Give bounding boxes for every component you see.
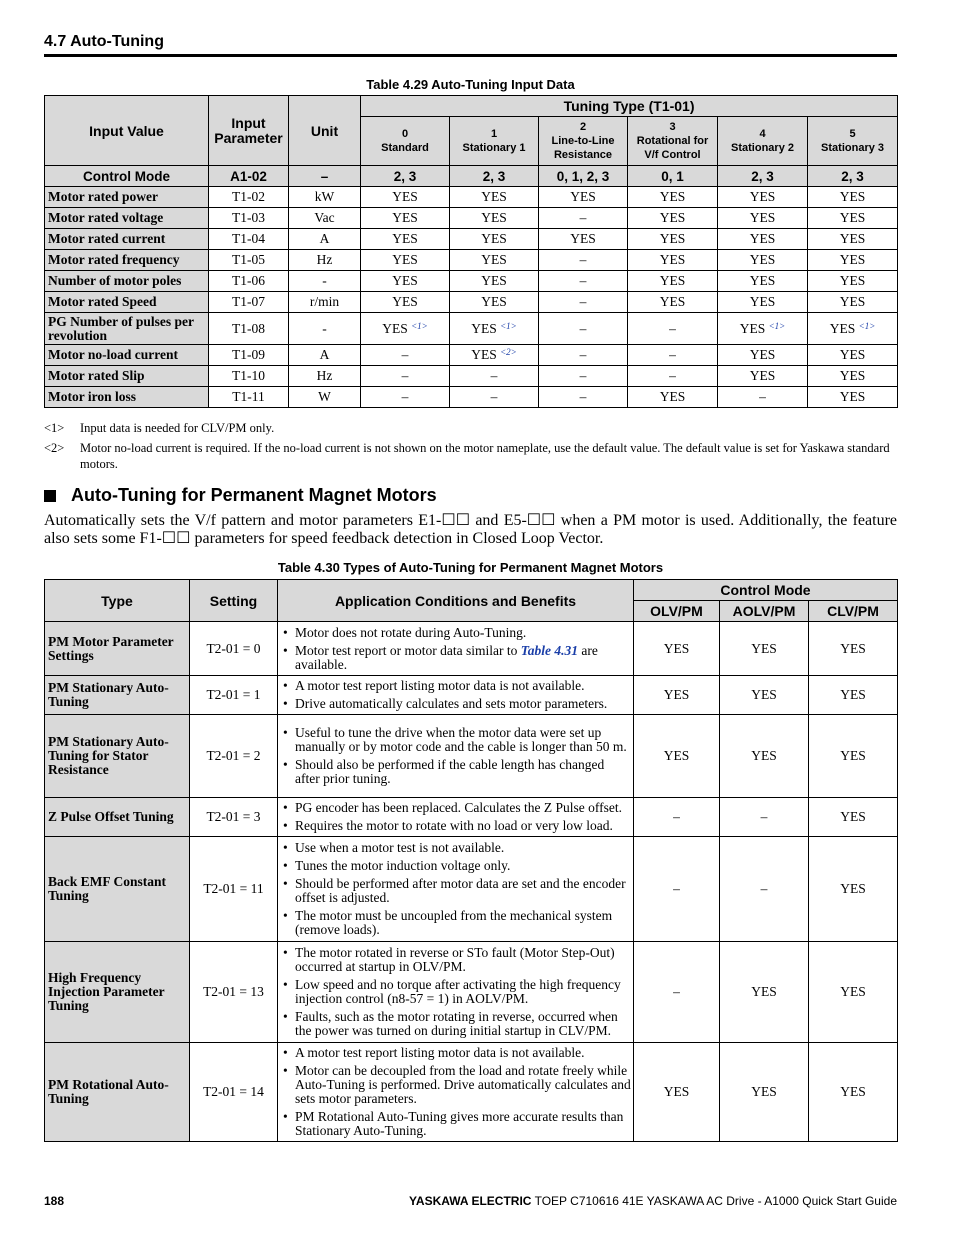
- bullet-item: • Should also be performed if the cable length has changed after prior tuning.: [282, 758, 631, 786]
- unit-cell: Hz: [289, 250, 361, 271]
- value-cell: –: [539, 271, 628, 292]
- footnote-ref[interactable]: <1>: [411, 320, 428, 331]
- value-cell: YES: [628, 229, 718, 250]
- row-label: PM Stationary Auto-Tuning: [45, 676, 190, 715]
- table-row: [45, 366, 898, 387]
- unit-cell: Hz: [289, 366, 361, 387]
- mode-cell: YES: [634, 676, 720, 715]
- row-label: Motor rated frequency: [45, 250, 209, 271]
- value-cell: YES: [450, 229, 539, 250]
- conditions-cell: [278, 942, 634, 1043]
- value-cell: –: [628, 313, 718, 345]
- conditions-cell: [278, 715, 634, 798]
- mode-cell: YES: [720, 715, 809, 798]
- table-cell: 2, 3: [718, 166, 808, 187]
- value-cell: –: [539, 313, 628, 345]
- row-label: Motor rated voltage: [45, 208, 209, 229]
- value-cell: YES: [361, 208, 450, 229]
- unit-cell: kW: [289, 187, 361, 208]
- param-cell: T1-07: [209, 292, 289, 313]
- table-reference-link[interactable]: Table 4.31: [520, 642, 578, 658]
- mode-cell: YES: [809, 1043, 898, 1142]
- row-label: Number of motor poles: [45, 271, 209, 292]
- table-row: [45, 229, 898, 250]
- tuning-type-header: 1 Stationary 1: [450, 117, 539, 166]
- bullet-item: • Use when a motor test is not available.: [282, 841, 631, 855]
- bullet-item: • PM Rotational Auto-Tuning gives more accurate results than Stationary Auto-Tuning.: [282, 1110, 631, 1138]
- value-cell: YES: [628, 387, 718, 408]
- bullet-item: • Low speed and no torque after activating the high frequency injection control (n8-57 = 1) in AOLV/PM.: [282, 978, 631, 1006]
- conditions-cell: [278, 622, 634, 676]
- mode-cell: YES: [809, 676, 898, 715]
- bullet-item: • Drive automatically calculates and sets motor parameters.: [282, 697, 631, 711]
- row-label: PG Number of pulses per revolution: [45, 313, 209, 345]
- mode-cell: YES: [720, 676, 809, 715]
- param-cell: T1-08: [209, 313, 289, 345]
- row-label: Back EMF Constant Tuning: [45, 837, 190, 942]
- mode-cell: YES: [634, 1043, 720, 1142]
- header-mode: CLV/PM: [809, 601, 898, 622]
- table-cell: A1-02: [209, 166, 289, 187]
- table-cell: 0, 1: [628, 166, 718, 187]
- row-label: Motor rated Slip: [45, 366, 209, 387]
- table-row: [45, 798, 898, 837]
- header-control-mode: Control Mode: [634, 580, 898, 601]
- conditions-cell: [278, 837, 634, 942]
- pm-auto-tuning-types-table: [44, 579, 898, 1142]
- header-tuning-type: Tuning Type (T1-01): [361, 96, 898, 117]
- mode-cell: –: [634, 837, 720, 942]
- bullet-item: • Useful to tune the drive when the motor data were set up manually or by motor code and the cable is longer than 50 m.: [282, 726, 631, 754]
- value-cell: YES: [718, 292, 808, 313]
- value-cell: YES: [808, 366, 898, 387]
- setting-cell: T2-01 = 2: [190, 715, 278, 798]
- value-cell: YES: [361, 250, 450, 271]
- table-row: [45, 292, 898, 313]
- bullet-item: • The motor must be uncoupled from the mechanical system (remove loads).: [282, 909, 631, 937]
- table-row: [45, 387, 898, 408]
- table-row: [45, 208, 898, 229]
- value-cell: YES: [808, 250, 898, 271]
- table-cell: 0, 1, 2, 3: [539, 166, 628, 187]
- header-mode: OLV/PM: [634, 601, 720, 622]
- value-cell: YES: [808, 271, 898, 292]
- mode-cell: YES: [809, 798, 898, 837]
- value-cell: YES: [808, 387, 898, 408]
- value-cell: YES: [628, 208, 718, 229]
- unit-cell: -: [289, 271, 361, 292]
- value-cell: –: [361, 345, 450, 366]
- param-cell: T1-11: [209, 387, 289, 408]
- setting-cell: T2-01 = 3: [190, 798, 278, 837]
- footnote: <1> Input data is needed for CLV/PM only.: [44, 421, 275, 435]
- footnote-ref[interactable]: <1>: [858, 320, 876, 331]
- table-cell: 2, 3: [361, 166, 450, 187]
- value-cell: YES: [450, 292, 539, 313]
- value-cell: YES: [808, 208, 898, 229]
- value-cell: YES: [718, 271, 808, 292]
- bullet-item: • Faults, such as the motor rotating in reverse, occurred when the power was turned on during initial startup in CLV/PM.: [282, 1010, 631, 1038]
- footnote: <2> Motor no-load current is required. If the no-load current is not shown on the motor nameplate, use the default value. The default value is set for Yaskawa standard motors.: [44, 441, 890, 471]
- value-cell: –: [539, 387, 628, 408]
- value-cell: –: [539, 345, 628, 366]
- value-cell: YES: [718, 229, 808, 250]
- row-label: PM Rotational Auto-Tuning: [45, 1043, 190, 1142]
- row-label: Motor rated Speed: [45, 292, 209, 313]
- section-title: 4.7 Auto-Tuning: [44, 33, 164, 50]
- table-cell: 2, 3: [450, 166, 539, 187]
- row-label: Motor rated power: [45, 187, 209, 208]
- value-cell: YES: [450, 250, 539, 271]
- row-label: PM Stationary Auto-Tuning for Stator Resistance: [45, 715, 190, 798]
- mode-cell: YES: [809, 837, 898, 942]
- value-cell: YES: [628, 250, 718, 271]
- value-cell: YES: [808, 229, 898, 250]
- value-cell: YES: [361, 271, 450, 292]
- tuning-type-header: 5 Stationary 3: [808, 117, 898, 166]
- mode-cell: –: [720, 798, 809, 837]
- conditions-cell: [278, 1043, 634, 1142]
- value-cell: YES: [628, 271, 718, 292]
- value-cell: YES: [361, 187, 450, 208]
- param-cell: T1-03: [209, 208, 289, 229]
- tuning-type-header: 0 Standard: [361, 117, 450, 166]
- value-cell: YES $^{<1>}$: [718, 313, 808, 345]
- bullet-item: • Should be performed after motor data are set and the encoder offset is adjusted.: [282, 877, 631, 905]
- value-cell: –: [718, 387, 808, 408]
- value-cell: –: [539, 208, 628, 229]
- value-cell: –: [539, 250, 628, 271]
- control-mode-row: [45, 166, 898, 187]
- unit-cell: A: [289, 345, 361, 366]
- setting-cell: T2-01 = 0: [190, 622, 278, 676]
- row-label: Z Pulse Offset Tuning: [45, 798, 190, 837]
- value-cell: YES $^{<2>}$: [450, 345, 539, 366]
- mode-cell: YES: [809, 715, 898, 798]
- value-cell: –: [450, 366, 539, 387]
- footnote-ref[interactable]: <1>: [500, 320, 517, 331]
- header-mode: AOLV/PM: [720, 601, 809, 622]
- value-cell: YES: [450, 187, 539, 208]
- mode-cell: –: [720, 837, 809, 942]
- header-input-value: Input Value: [45, 96, 209, 166]
- value-cell: YES: [539, 229, 628, 250]
- value-cell: YES: [808, 187, 898, 208]
- mode-cell: YES: [634, 715, 720, 798]
- row-label: Motor no-load current: [45, 345, 209, 366]
- subsection-heading: Auto-Tuning for Permanent Magnet Motors: [44, 485, 437, 506]
- param-cell: T1-06: [209, 271, 289, 292]
- unit-cell: A: [289, 229, 361, 250]
- value-cell: –: [539, 366, 628, 387]
- unit-cell: Vac: [289, 208, 361, 229]
- param-cell: T1-02: [209, 187, 289, 208]
- bullet-item: • A motor test report listing motor data is not available.: [282, 679, 631, 693]
- conditions-cell: [278, 798, 634, 837]
- header-type: Type: [45, 580, 190, 622]
- unit-cell: -: [289, 313, 361, 345]
- square-bullet-icon: [44, 490, 56, 502]
- intro-paragraph: Automatically sets the V/f pattern and motor parameters E1-☐☐ and E5-☐☐ when a PM motor is used. Additionally, the feature also sets some F1-☐☐ parameters for speed feedback detection in Closed Loop Vector.: [44, 512, 897, 547]
- setting-cell: T2-01 = 13: [190, 942, 278, 1043]
- table-4-29-caption: Table 4.29 Auto-Tuning Input Data: [366, 77, 575, 92]
- table-row: [45, 715, 898, 798]
- header-input-parameter: Input Parameter: [209, 96, 289, 166]
- value-cell: YES: [628, 292, 718, 313]
- param-cell: T1-09: [209, 345, 289, 366]
- value-cell: YES $^{<1>}$: [450, 313, 539, 345]
- header-unit: Unit: [289, 96, 361, 166]
- bullet-item: • Motor does not rotate during Auto-Tuning.: [282, 626, 631, 640]
- value-cell: YES: [718, 187, 808, 208]
- table-row: [45, 837, 898, 942]
- mode-cell: YES: [634, 622, 720, 676]
- setting-cell: T2-01 = 14: [190, 1043, 278, 1142]
- bullet-item: • PG encoder has been replaced. Calculates the Z Pulse offset.: [282, 801, 631, 815]
- row-label: Motor rated current: [45, 229, 209, 250]
- header-setting: Setting: [190, 580, 278, 622]
- mode-cell: YES: [720, 942, 809, 1043]
- mode-cell: YES: [720, 622, 809, 676]
- bullet-item: • The motor rotated in reverse or STo fault (Motor Step-Out) occurred at startup in OLV/PM.: [282, 946, 631, 974]
- param-cell: T1-04: [209, 229, 289, 250]
- auto-tuning-input-data-table: [44, 95, 898, 408]
- table-row: [45, 676, 898, 715]
- value-cell: –: [361, 387, 450, 408]
- document-info: YASKAWA ELECTRIC TOEP C710616 41E YASKAWA AC Drive - A1000 Quick Start Guide: [409, 1194, 897, 1208]
- mode-cell: YES: [809, 622, 898, 676]
- value-cell: YES: [808, 345, 898, 366]
- section-header: [44, 33, 897, 57]
- bullet-item: • Motor can be decoupled from the load and rotate freely while Auto-Tuning is performed. Drive automatically calculates and sets motor parameters.: [282, 1064, 631, 1106]
- bullet-item: • Requires the motor to rotate with no load or very low load.: [282, 819, 631, 833]
- setting-cell: T2-01 = 11: [190, 837, 278, 942]
- table-row: [45, 1043, 898, 1142]
- footnote-ref[interactable]: <2>: [500, 347, 517, 357]
- value-cell: –: [361, 366, 450, 387]
- table-row: [45, 313, 898, 345]
- header-conditions: Application Conditions and Benefits: [278, 580, 634, 622]
- conditions-cell: [278, 676, 634, 715]
- bullet-item: • Tunes the motor induction voltage only.: [282, 859, 631, 873]
- param-cell: T1-10: [209, 366, 289, 387]
- table-row: [45, 271, 898, 292]
- page-footer: [44, 1194, 897, 1208]
- value-cell: YES: [361, 229, 450, 250]
- value-cell: YES: [361, 292, 450, 313]
- unit-cell: r/min: [289, 292, 361, 313]
- footnote-ref[interactable]: <1>: [768, 320, 786, 331]
- value-cell: –: [450, 387, 539, 408]
- tuning-type-header: 2 Line-to-Line Resistance: [539, 117, 628, 166]
- row-label: PM Motor Parameter Settings: [45, 622, 190, 676]
- value-cell: YES: [718, 366, 808, 387]
- value-cell: YES: [450, 208, 539, 229]
- table-notes: [44, 420, 897, 476]
- value-cell: –: [539, 292, 628, 313]
- table-cell: –: [289, 166, 361, 187]
- value-cell: YES: [628, 187, 718, 208]
- value-cell: YES: [718, 250, 808, 271]
- tuning-type-header: 3 Rotational for V/f Control: [628, 117, 718, 166]
- value-cell: –: [628, 345, 718, 366]
- mode-cell: YES: [809, 942, 898, 1043]
- value-cell: YES: [718, 345, 808, 366]
- value-cell: YES: [808, 292, 898, 313]
- table-row: [45, 622, 898, 676]
- table-row: [45, 187, 898, 208]
- setting-cell: T2-01 = 1: [190, 676, 278, 715]
- value-cell: YES: [718, 208, 808, 229]
- table-cell: 2, 3: [808, 166, 898, 187]
- value-cell: YES: [539, 187, 628, 208]
- table-row: [45, 942, 898, 1043]
- value-cell: –: [628, 366, 718, 387]
- value-cell: YES $^{<1>}$: [808, 313, 898, 345]
- row-label: Motor iron loss: [45, 387, 209, 408]
- mode-cell: YES: [720, 1043, 809, 1142]
- mode-cell: –: [634, 942, 720, 1043]
- mode-cell: –: [634, 798, 720, 837]
- table-row: [45, 250, 898, 271]
- value-cell: YES: [450, 271, 539, 292]
- param-cell: T1-05: [209, 250, 289, 271]
- value-cell: YES $^{<1>}$: [361, 313, 450, 345]
- table-cell: Control Mode: [45, 166, 209, 187]
- page-number: 188: [44, 1194, 65, 1208]
- bullet-item: • Motor test report or motor data similar to Table 4.31 are available.: [282, 644, 631, 672]
- bullet-item: • A motor test report listing motor data is not available.: [282, 1046, 631, 1060]
- row-label: High Frequency Injection Parameter Tuning: [45, 942, 190, 1043]
- tuning-type-header: 4 Stationary 2: [718, 117, 808, 166]
- table-row: [45, 345, 898, 366]
- unit-cell: W: [289, 387, 361, 408]
- table-4-30-caption: Table 4.30 Types of Auto-Tuning for Permanent Magnet Motors: [277, 560, 664, 575]
